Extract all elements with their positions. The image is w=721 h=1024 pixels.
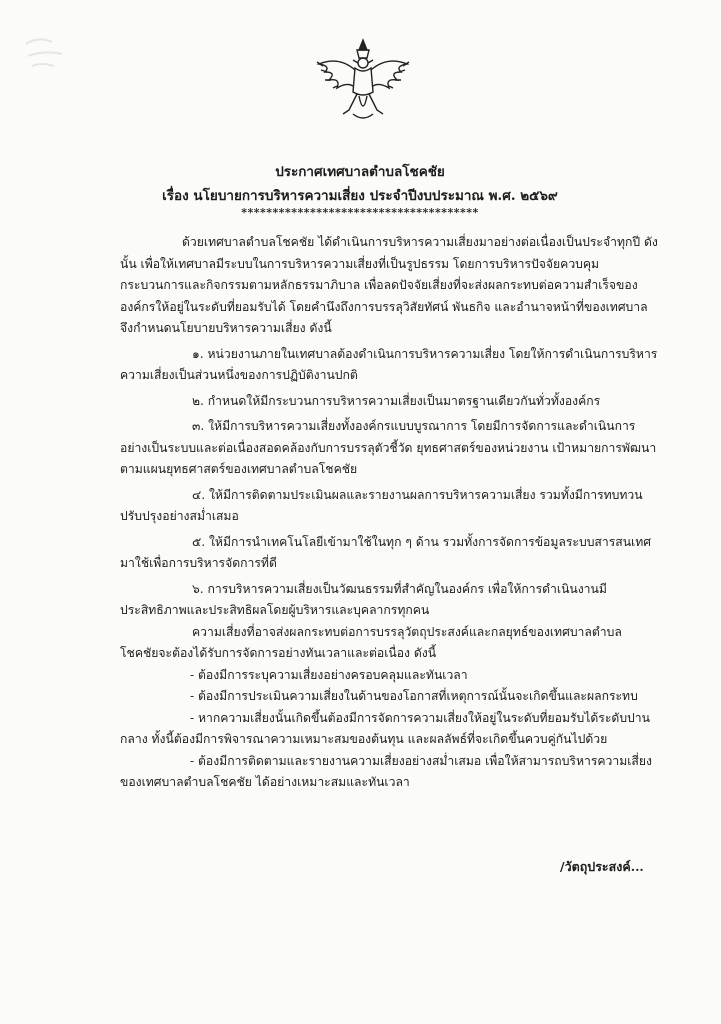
intro-paragraph: ด้วยเทศบาลตำบลโชคชัย ได้ดำเนินการบริหารความเสี่ยงมาอย่างต่อเนื่องเป็นประจำทุกปี ดังนั้น เพื่อให้เทศบาลมีระบบในการบริหารความเสี่ยงที่เป็นรูปธรรม โดยการบริหารปัจจัยควบคุมกระบวนการและกิจกรรมตามหลักธรรมาภิบาล เพื่อลดปัจจัยเสี่ยงที่จะส่งผลกระทบต่อความสำเร็จขององค์กรให้อยู่ในระดับที่ยอมรับได้ โดยคำนึงถึงการบรรลุวิสัยทัศน์ พันธกิจ และอำนาจหน้าที่ของเทศบาลจึงกำหนดนโยบายบริหารความเสี่ยง ดังนี้	[120, 235, 658, 335]
policy-item-1: ๑. หน่วยงานภายในเทศบาลต้องดำเนินการบริหารความเสี่ยง โดยให้การดำเนินการบริหารความเสี่ยงเป็นส่วนหนึ่งของการปฏิบัติงานปกติ	[120, 346, 658, 382]
document-subject: เรื่อง นโยบายการบริหารความเสี่ยง ประจำปีงบประมาณ พ.ศ. ๒๕๖๙	[162, 188, 558, 204]
risk-bullet-4: - ต้องมีการติดตามและรายงานความเสี่ยงอย่างสม่ำเสมอ เพื่อให้สามารถบริหารความเสี่ยงของเทศบาลตำบลโชคชัย ได้อย่างเหมาะสมและทันเวลา	[120, 753, 652, 789]
policy-item-5: ๕. ให้มีการนำเทคโนโลยีเข้ามาใช้ในทุก ๆ ด้าน รวมทั้งการจัดการข้อมูลระบบสารสนเทศมาใช้เพื่อการบริหารจัดการที่ดี	[120, 534, 651, 570]
risk-bullet-1: - ต้องมีการระบุความเสี่ยงอย่างครอบคลุมและทันเวลา	[190, 667, 468, 682]
policy-item-2: ๒. กำหนดให้มีกระบวนการบริหารความเสี่ยงเป็นมาตรฐานเดียวกันทั่วทั้งองค์กร	[192, 393, 601, 408]
title-divider: **************************************	[241, 206, 479, 219]
document-title: ประกาศเทศบาลตำบลโชคชัย	[275, 164, 445, 180]
faint-stamp-mark	[18, 22, 78, 82]
continued-marker: /วัตถุประสงค์...	[560, 859, 644, 874]
risk-bullet-3: - หากความเสี่ยงนั้นเกิดขึ้นต้องมีการจัดการความเสี่ยงให้อยู่ในระดับที่ยอมรับได้ระดับปานกลาง ทั้งนี้ต้องมีการพิจารณาความเหมาะสมของต้นทุน และผลลัพธ์ที่จะเกิดขึ้นควบคู่กันไปด้วย	[120, 710, 650, 746]
policy-item-6: ๖. การบริหารความเสี่ยงเป็นวัฒนธรรมที่สำคัญในองค์กร เพื่อให้การดำเนินงานมีประสิทธิภาพและประสิทธิผลโดยผู้บริหารและบุคลากรทุกคน	[120, 581, 607, 617]
garuda-emblem-icon	[309, 36, 417, 124]
policy-item-3: ๓. ให้มีการบริหารความเสี่ยงทั้งองค์กรแบบบูรณาการ โดยมีการจัดการและดำเนินการอย่างเป็นระบบและต่อเนื่องสอดคล้องกับการบรรลุตัวชี้วัด ยุทธศาสตร์ของหน่วยงาน เป้าหมายการพัฒนาตามแผนยุทธศาสตร์ของเทศบาลตำบลโชคชัย	[120, 419, 657, 476]
policy-item-4: ๔. ให้มีการติดตามประเมินผลและรายงานผลการบริหารความเสี่ยง รวมทั้งมีการทบทวนปรับปรุงอย่างสม่ำเสมอ	[120, 487, 643, 523]
risk-paragraph: ความเสี่ยงที่อาจส่งผลกระทบต่อการบรรลุวัตถุประสงค์และกลยุทธ์ของเทศบาลตำบลโชคชัยจะต้องได้รับการจัดการอย่างทันเวลาและต่อเนื่อง ดังนี้	[120, 624, 622, 660]
document-body	[120, 232, 660, 794]
risk-bullet-2: - ต้องมีการประเมินความเสี่ยงในด้านของโอกาสที่เหตุการณ์นั้นจะเกิดขึ้นและผลกระทบ	[190, 689, 638, 703]
